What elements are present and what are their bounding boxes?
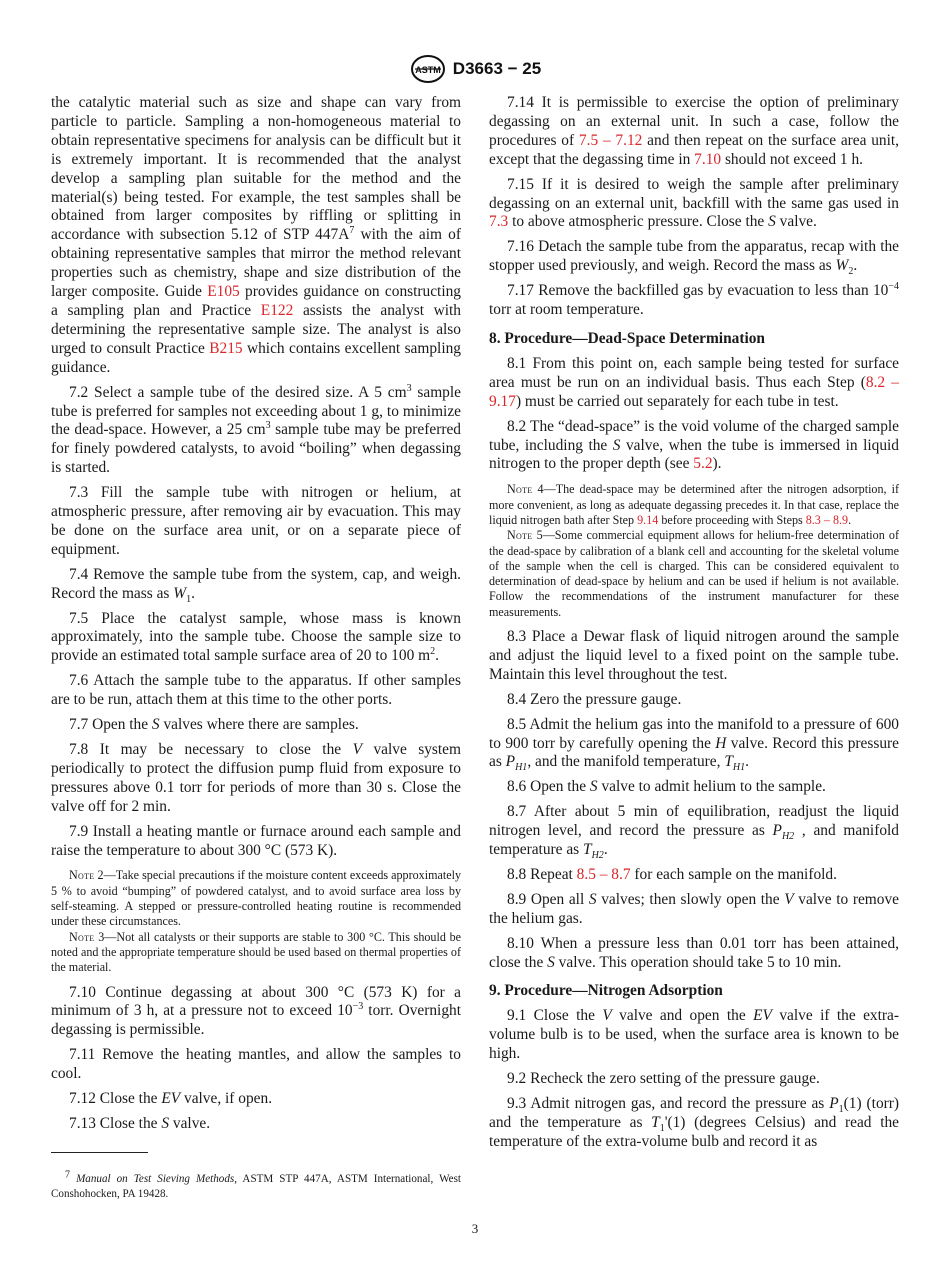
paragraph-7-12: 7.12 Close the EV valve, if open. bbox=[69, 1090, 273, 1108]
paragraph-8-10: 8.10 When a pressure less than 0.01 torr has been attained, close the S valve. This operation should take 5 to 10 min. bbox=[489, 934, 899, 971]
paragraph-8-4: 8.4 Zero the pressure gauge. bbox=[507, 690, 682, 708]
paragraph-8-9: 8.9 Open all S valves; then slowly open the V valve to remove the helium gas. bbox=[489, 890, 899, 927]
paragraph-7-11: 7.11 Remove the heating mantles, and allow the samples to cool. bbox=[51, 1046, 461, 1083]
footnote-7: $^7$ Manual on Test Sieving Methods, ASTM STP 447A, ASTM International, West Conshohocken, PA 19428. bbox=[51, 1169, 462, 1201]
section-8-heading: 8. Procedure—Dead-Space Determination bbox=[489, 329, 765, 347]
paragraph-8-6: 8.6 Open the S valve to admit helium to the sample. bbox=[507, 778, 826, 796]
paragraph-7-15: 7.15 If it is desired to weigh the sample after preliminary degassing on an external unit, backfill with the same gas used in 7.3 to above atmospheric pressure. Close the S valve. bbox=[489, 175, 899, 231]
link-b215[interactable]: B215 bbox=[209, 339, 243, 357]
paragraph-7-13: 7.13 Close the S valve. bbox=[69, 1114, 211, 1132]
right-column bbox=[489, 94, 899, 1158]
note-4: Note 4—The dead-space may be determined after the nitrogen adsorption, if more convenient, as long as adequate degassing precedes it. In that case, replace the liquid nitrogen bath after Step 9.14 before proceeding with Steps 8.3 – 8.9. bbox=[489, 482, 899, 527]
link-9-14[interactable]: 9.14 bbox=[637, 512, 659, 527]
paragraph-7-17: 7.17 Remove the backfilled gas by evacuation to less than $10^{-4}$ torr at room temperature. bbox=[489, 281, 899, 319]
paragraph-7-10: 7.10 Continue degassing at about 300 °C (573 K) for a minimum of 3 h, at a pressure not to exceed $10^{-3}$ torr. Overnight degassing is permissible. bbox=[51, 983, 461, 1039]
paragraph-7-2: 7.2 Select a sample tube of the desired size. A 5 $cm^3$ sample tube is preferred for samples not exceeding about 1 g, to minimize the dead-space. However, a 25 $cm^3$ sample tube may be preferred for finely powdered catalysts, to avoid “boiling” when degassing is started. bbox=[51, 382, 461, 477]
svg-text:ASTM: ASTM bbox=[415, 65, 441, 75]
note-5: Note 5—Some commercial equipment allows for helium-free determination of the dead-space by calibration of a blank cell and accounting for the skeletal volume of the sample when the cell is charged. This can be considered equivalent to determination of dead-space by helium and can be used if helium is not available. Follow the recommendations of the instrument manufacturer for these measurements. bbox=[489, 528, 899, 619]
link-7-3[interactable]: 7.3 bbox=[489, 213, 509, 231]
link-5-2[interactable]: 5.2 bbox=[693, 455, 713, 473]
link-8-5-8-7[interactable]: 8.5 – 8.7 bbox=[576, 865, 631, 883]
link-e105[interactable]: E105 bbox=[207, 283, 240, 301]
footnote-divider bbox=[51, 1152, 148, 1153]
paragraph-7-14: 7.14 It is permissible to exercise the option of preliminary degassing on an external unit. In such a case, follow the procedures of 7.5 – 7.12 and then repeat on the surface area unit, except that the degassing time in 7.10 should not exceed 1 h. bbox=[489, 94, 900, 168]
astm-logo-icon bbox=[409, 54, 447, 84]
link-8-3-8-9[interactable]: 8.3 – 8.9 bbox=[805, 512, 849, 527]
paragraph-8-7: 8.7 After about 5 min of equilibration, readjust the liquid nitrogen level, and record the pressure as $P_{H2}$ , and manifold temperature as $T_{H2}$. bbox=[489, 803, 899, 862]
paragraph-8-3: 8.3 Place a Dewar flask of liquid nitrogen around the sample and adjust the liquid level to a fixed point on the sample tube. Maintain this level throughout the test. bbox=[489, 627, 899, 683]
paragraph-8-1: 8.1 From this point on, each sample being tested for surface area must be run on an individual basis. Thus each Step (8.2 – 9.17) must be carried out separately for each tube in test. bbox=[489, 354, 900, 410]
paragraph-7-9: 7.9 Install a heating mantle or furnace around each sample and raise the temperature to about 300 °C (573 K). bbox=[51, 822, 461, 859]
link-7-5-7-12[interactable]: 7.5 – 7.12 bbox=[578, 131, 643, 149]
left-column bbox=[51, 94, 461, 1140]
paragraph-8-8: 8.8 Repeat 8.5 – 8.7 for each sample on the manifold. bbox=[507, 865, 837, 883]
note-2: Note 2—Take special precautions if the moisture content exceeds approximately 5 % to avoid “bumping” of powdered catalyst, and to avoid surface area loss by self-steaming. A stepped or pressure-controlled heating routine is recommended under these circumstances. bbox=[51, 868, 461, 929]
paragraph-9-1: 9.1 Close the V valve and open the EV valve if the extra-volume bulb is to be used, when the surface area is known to be high. bbox=[489, 1007, 899, 1063]
link-8-2-9-17[interactable]: 8.2 – 9.17 bbox=[489, 373, 900, 410]
paragraph-8-2: 8.2 The “dead-space” is the void volume of the charged sample tube, including the S valve, when the tube is immersed in liquid nitrogen to the proper depth (see 5.2). bbox=[489, 417, 900, 473]
paragraph-7-8: 7.8 It may be necessary to close the V valve system periodically to protect the diffusion pump fluid from exposure to pressures above 0.1 torr for periods of more than 30 s. Close the valve off for 2 min. bbox=[51, 741, 461, 815]
paragraph-9-2: 9.2 Recheck the zero setting of the pressure gauge. bbox=[507, 1070, 820, 1088]
paragraph-7-3: 7.3 Fill the sample tube with nitrogen or helium, at atmospheric pressure, after removing air by evacuation. This may be done on the surface area unit, or on a separate piece of equipment. bbox=[51, 484, 461, 558]
page-number: 3 bbox=[471, 1221, 479, 1236]
standard-designation: D3663 − 25 bbox=[452, 59, 542, 78]
paragraph-7-6: 7.6 Attach the sample tube to the apparatus. If other samples are to be run, attach them at this time to the other ports. bbox=[51, 672, 461, 709]
paragraph-9-3: 9.3 Admit nitrogen gas, and record the pressure as $P_1(1)$ (torr) and the temperature as $T_1'(1)$ (degrees Celsius) and read the temperature of the extra-volume bulb and record it as bbox=[489, 1095, 900, 1150]
paragraph-7-4: 7.4 Remove the sample tube from the system, cap, and weigh. Record the mass as $W_1$. bbox=[51, 565, 461, 605]
note-3: Note 3—Not all catalysts or their supports are stable to 300 °C. This should be noted and the appropriate temperature should be used based on thermal properties of the material. bbox=[51, 929, 461, 975]
paragraph-7-1-continued: the catalytic material such as size and shape can vary from particle to particle. Sampling a non-homogeneous material to obtain representative specimens for analysis can be difficult but it is extremely important. It is recommended that the analyst develop a sampling plan suitable for the method and the material(s) being tested. For example, the test samples shall be obtained from larger composites by riffling or splitting in accordance with subsection 5.12 of STP $447A^7$ with the aim of obtaining representative samples that mirror the method relevant properties such as chemistry, shape and size distribution of the larger composite. Guide E105 provides guidance on constructing a sampling plan and Practice E122 assists the analyst with determining the representative sample size. The analyst is also urged to consult Practice B215 which contains excellent sampling guidance. bbox=[51, 94, 461, 376]
link-7-10[interactable]: 7.10 bbox=[694, 150, 722, 168]
paragraph-7-7: 7.7 Open the S valves where there are samples. bbox=[69, 716, 359, 734]
section-9-heading: 9. Procedure—Nitrogen Adsorption bbox=[489, 982, 723, 1000]
page-header bbox=[0, 54, 950, 84]
paragraph-8-5: 8.5 Admit the helium gas into the manifold to a pressure of 600 to 900 torr by carefully opening the H valve. Record this pressure as $P_{H1}$, and the manifold temperature, $T_{H1}$. bbox=[489, 715, 899, 774]
paragraph-7-16: 7.16 Detach the sample tube from the apparatus, recap with the stopper used previously, and weigh. Record the mass as $W_2$. bbox=[489, 238, 899, 278]
link-e122[interactable]: E122 bbox=[260, 301, 294, 319]
paragraph-7-5: 7.5 Place the catalyst sample, whose mass is known approximately, into the sample tube. Choose the sample size to provide an estimated total sample surface area of 20 to 100 $m^2$. bbox=[51, 609, 461, 665]
